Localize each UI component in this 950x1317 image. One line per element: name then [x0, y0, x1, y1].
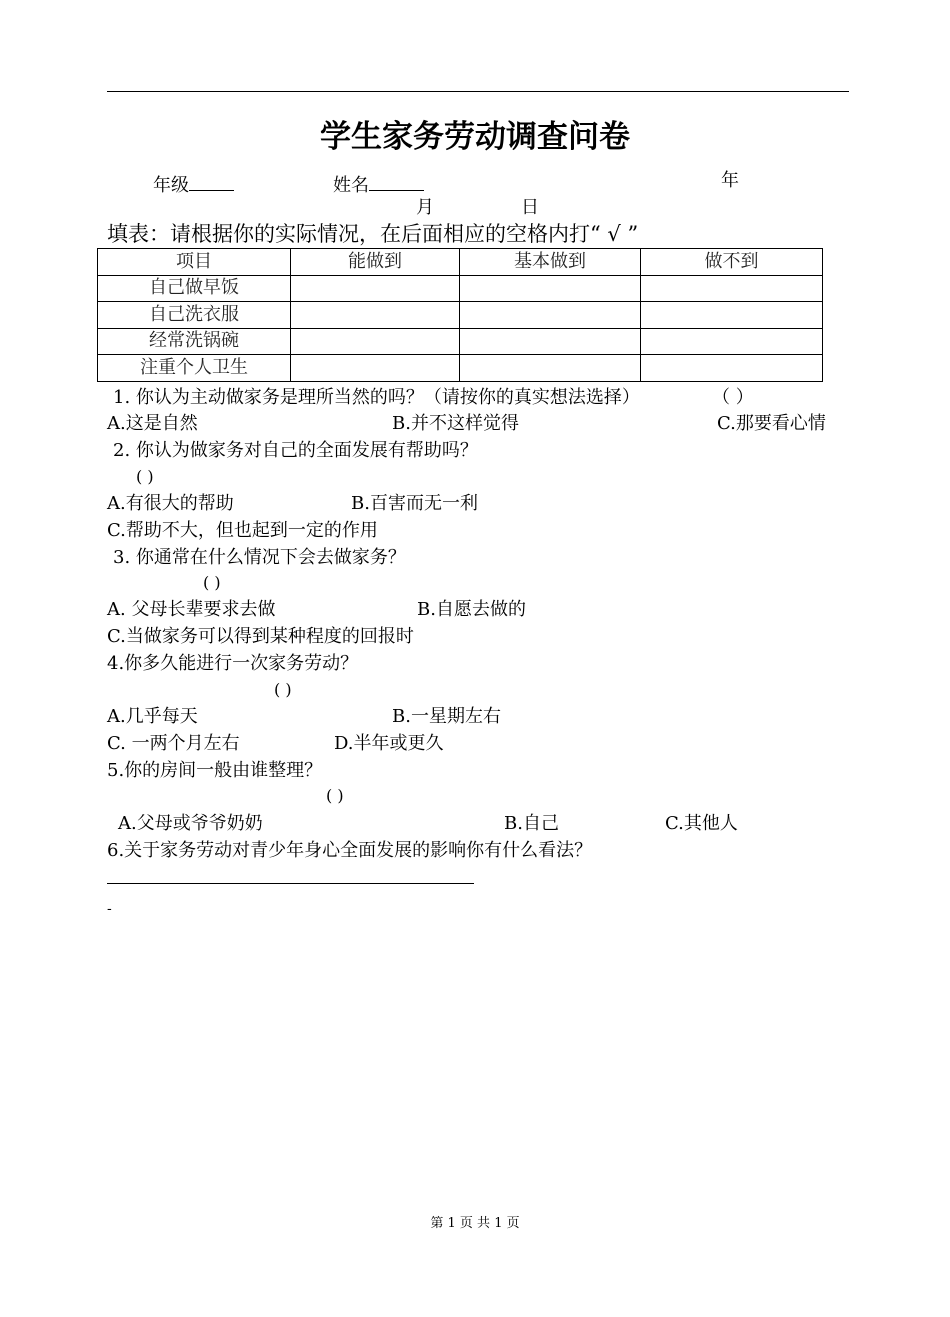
q2-option-a[interactable]: A.有很大的帮助	[107, 493, 234, 514]
header-cannot: 做不到	[641, 249, 823, 276]
month-label: 月	[416, 197, 434, 218]
dash-mark: -	[107, 901, 112, 917]
survey-table	[97, 248, 823, 382]
page-title: 学生家务劳动调查问卷	[320, 119, 630, 155]
q4-answer-paren[interactable]: ( )	[274, 680, 292, 699]
q1-option-b[interactable]: B.并不这样觉得	[392, 413, 519, 434]
check-cell[interactable]	[460, 355, 641, 382]
q1-answer-paren[interactable]: （ ）	[712, 387, 754, 408]
q3-option-b[interactable]: B.自愿去做的	[417, 599, 526, 620]
q5-text: 5.你的房间一般由谁整理？	[107, 760, 323, 781]
q6-answer-line[interactable]	[107, 883, 474, 884]
q5-answer-paren[interactable]: ( )	[326, 786, 344, 805]
check-cell[interactable]	[460, 275, 641, 302]
table-row	[98, 275, 823, 302]
q2-answer-paren[interactable]: ( )	[136, 467, 154, 486]
instruction-text: 填表：请根据你的实际情况，在后面相应的空格内打“ √ ”	[107, 222, 639, 246]
table-header-row	[98, 249, 823, 276]
q4-option-b[interactable]: B.一星期左右	[392, 706, 501, 727]
q3-option-c[interactable]: C.当做家务可以得到某种程度的回报时	[107, 626, 414, 647]
header-item: 项目	[98, 249, 291, 276]
check-cell[interactable]	[291, 275, 460, 302]
row-label: 自己洗衣服	[98, 302, 291, 329]
q6-text: 6.关于家务劳动对青少年身心全面发展的影响你有什么看法？	[107, 840, 593, 861]
grade-blank[interactable]	[189, 172, 234, 191]
row-label: 注重个人卫生	[98, 355, 291, 382]
q5-option-b[interactable]: B.自己	[504, 813, 559, 834]
q3-answer-paren[interactable]: ( )	[203, 573, 221, 592]
q3-option-a[interactable]: A. 父母长辈要求去做	[107, 599, 276, 620]
check-cell[interactable]	[641, 302, 823, 329]
row-label: 自己做早饭	[98, 275, 291, 302]
top-rule	[107, 91, 849, 92]
check-cell[interactable]	[460, 328, 641, 355]
q1-option-c[interactable]: C.那要看心情	[717, 413, 826, 434]
check-cell[interactable]	[641, 275, 823, 302]
q1-option-a[interactable]: A.这是自然	[107, 413, 198, 434]
table-row	[98, 328, 823, 355]
q4-option-d[interactable]: D.半年或更久	[334, 733, 444, 754]
table-row	[98, 302, 823, 329]
name-field[interactable]	[333, 172, 424, 195]
header-can-do: 能做到	[291, 249, 460, 276]
check-cell[interactable]	[291, 302, 460, 329]
day-label: 日	[521, 197, 539, 218]
grade-label: 年级	[153, 175, 189, 196]
q5-option-c[interactable]: C.其他人	[665, 813, 738, 834]
header-mostly: 基本做到	[460, 249, 641, 276]
q4-option-c[interactable]: C. 一两个月左右	[107, 733, 240, 754]
year-label: 年	[721, 170, 739, 191]
name-blank[interactable]	[369, 172, 424, 191]
check-cell[interactable]	[460, 302, 641, 329]
q4-text: 4.你多久能进行一次家务劳动？	[107, 653, 359, 674]
grade-field[interactable]	[153, 172, 234, 195]
q2-text: 2. 你认为做家务对自己的全面发展有帮助吗？	[113, 440, 478, 461]
name-label: 姓名	[333, 175, 369, 196]
q4-option-a[interactable]: A.几乎每天	[107, 706, 198, 727]
check-cell[interactable]	[291, 355, 460, 382]
q2-option-b[interactable]: B.百害而无一利	[351, 493, 478, 514]
q5-option-a[interactable]: A.父母或爷爷奶奶	[118, 813, 263, 834]
q3-text: 3. 你通常在什么情况下会去做家务？	[113, 547, 406, 568]
q1-text: 1. 你认为主动做家务是理所当然的吗？（请按你的真实想法选择）	[113, 387, 640, 408]
q2-option-c[interactable]: C.帮助不大，但也起到一定的作用	[107, 520, 378, 541]
table-row	[98, 355, 823, 382]
page-footer: 第 1 页 共 1 页	[430, 1216, 520, 1231]
row-label: 经常洗锅碗	[98, 328, 291, 355]
check-cell[interactable]	[641, 328, 823, 355]
check-cell[interactable]	[291, 328, 460, 355]
check-cell[interactable]	[641, 355, 823, 382]
